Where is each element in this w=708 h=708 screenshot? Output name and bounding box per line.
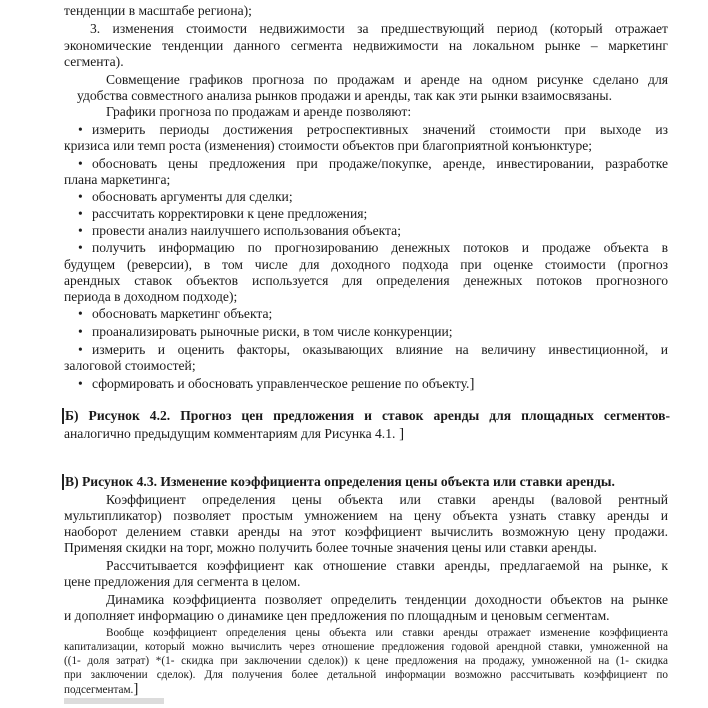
text-line: мультипликатор) позволяет простым умножением на цену объекта узнать ставку аренды и bbox=[64, 508, 668, 523]
bullet-item: • обосновать аргументы для сделки; bbox=[92, 189, 668, 205]
text-line: экономические тенденции данного сегмента недвижимости на локальном рынке – маркетинг bbox=[64, 38, 668, 53]
footnote-line bbox=[64, 682, 668, 697]
text-span: аналогично предыдущим комментариям для Рисунка 4.1. bbox=[64, 426, 396, 441]
text-line bbox=[64, 426, 668, 442]
text-line: наоборот делением ставки аренды на этот коэффициент вычислить возможную цену продажи. bbox=[64, 524, 668, 539]
cut-off-text-fragment bbox=[64, 698, 164, 704]
bracket-mark: ] bbox=[469, 376, 475, 392]
text-line: Применяя скидки на торг, можно получить более точные значения цены или ставки аренды. bbox=[64, 540, 597, 555]
text-line: 3. изменения стоимости недвижимости за предшествующий период (который отражает bbox=[90, 21, 668, 36]
bullet-item: • обосновать маркетинг объекта; bbox=[92, 306, 668, 322]
footnote-line: капитализации, который можно вычислить через отношение предложения годовой арендной ставки, умноженной на bbox=[64, 641, 668, 653]
text-line: Динамика коэффициента позволяет определить тенденции доходности объектов на рынке bbox=[106, 592, 668, 607]
text-line: залоговой стоимостей; bbox=[64, 358, 196, 373]
bullet-item bbox=[92, 376, 668, 392]
bullet-item: • проанализировать рыночные риски, в том числе конкуренции; bbox=[92, 324, 668, 340]
text-line: сегмента). bbox=[64, 54, 124, 69]
text-line: Совмещение графиков прогноза по продажам и аренде на одном рисунке сделано для bbox=[106, 72, 668, 87]
footnote-line: при заключении сделок). Для получения более детальной информации возможно рассчитывать коэффициент по bbox=[64, 669, 668, 681]
text-line: будущем (реверсии), в том числе для доходного подхода при оценке стоимости (прогноз bbox=[64, 257, 668, 272]
text-line: и дополняет информацию о динамике цен предложения по площадным и ценовым сегментам. bbox=[64, 608, 610, 623]
text-line: кризиса или темп роста (изменения) стоимости объектов при благоприятной конъюнктуре; bbox=[64, 138, 593, 153]
text-line: тенденции в масштабе региона); bbox=[64, 3, 252, 18]
text-line: арендных ставок объектов используется для определения денежных потоков прогнозного bbox=[64, 273, 668, 288]
bracket-mark: ] bbox=[133, 681, 139, 697]
section-heading-b: Б) Рисунок 4.2. Прогноз цен предложения и ставок аренды для площадных сегментов- bbox=[62, 408, 670, 424]
text-line: удобства совместного анализа рынков продажи и аренды, так как эти рынки взаимосвязаны. bbox=[77, 88, 612, 103]
bracket-mark: ] bbox=[395, 426, 405, 442]
bullet-item: • измерить и оценить факторы, оказывающих влияние на величину инвестиционной, и bbox=[92, 342, 668, 358]
bullet-item: • обосновать цены предложения при продаже/покупке, аренде, инвестировании, разработке bbox=[92, 156, 668, 172]
bullet-text: сформировать и обосновать управленческое решение по объекту. bbox=[92, 376, 470, 391]
bullet-item: • получить информацию по прогнозированию денежных потоков и продаже объекта в bbox=[92, 240, 668, 256]
text-line: Рассчитывается коэффициент как отношение ставки аренды, предлагаемой на рынке, к bbox=[106, 558, 668, 573]
bullet-item: • рассчитать корректировки к цене предложения; bbox=[92, 206, 668, 222]
bullet-item: • измерить периоды достижения ретроспективных значений стоимости при выходе из bbox=[92, 122, 668, 138]
text-line: периода в доходном подходе); bbox=[64, 289, 238, 304]
section-heading-v: В) Рисунок 4.3. Изменение коэффициента определения цены объекта или ставки аренды. bbox=[62, 474, 669, 490]
bullet-item: • провести анализ наилучшего использования объекта; bbox=[92, 223, 668, 239]
text-line: Коэффициент определения цены объекта или ставки аренды (валовой рентный bbox=[106, 492, 668, 507]
footnote-line: ((1- доля затрат) *(1- скидка при заключении сделок)) к цене предложения на продажу, умноженной на (1- скидка bbox=[64, 655, 668, 667]
footnote-line: Вообще коэффициент определения цены объекта или ставки аренды отражает изменение коэффициента bbox=[106, 627, 668, 639]
text-line: плана маркетинга; bbox=[64, 172, 171, 187]
text-line: Графики прогноза по продажам и аренде позволяют: bbox=[106, 104, 412, 119]
footnote-span: подсегментам. bbox=[64, 684, 134, 696]
text-line: цене предложения для сегмента в целом. bbox=[64, 574, 301, 589]
